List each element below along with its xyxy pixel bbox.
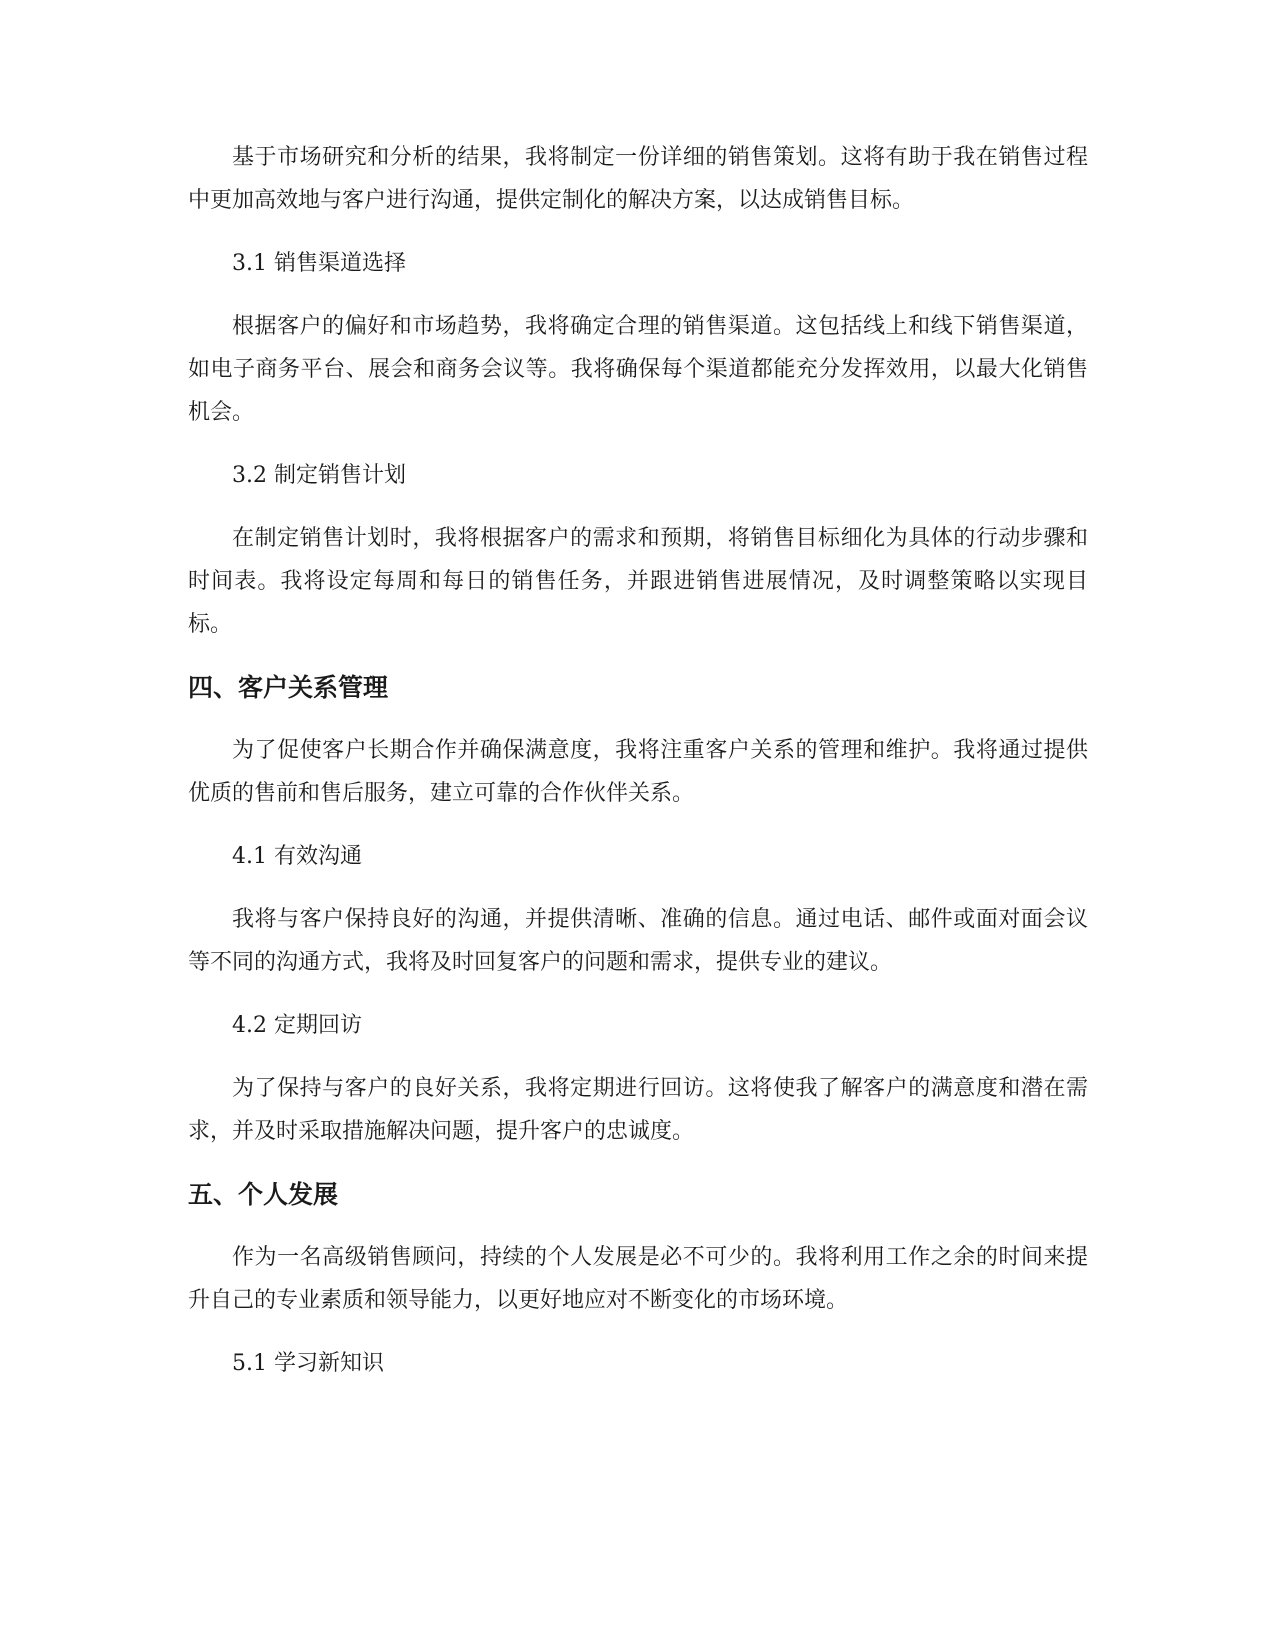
paragraph-effective-communication: 我将与客户保持良好的沟通，并提供清晰、准确的信息。通过电话、邮件或面对面会议等不同的沟通方式，我将及时回复客户的问题和需求，提供专业的建议。	[188, 907, 1088, 975]
paragraph-personal-development: 作为一名高级销售顾问，持续的个人发展是必不可少的。我将利用工作之余的时间来提升自己的专业素质和领导能力，以更好地应对不断变化的市场环境。	[188, 1245, 1088, 1313]
subheading-regular-visits: 4.2 定期回访	[232, 1013, 362, 1038]
heading-personal-development: 五、个人发展	[188, 1180, 339, 1209]
paragraph-sales-planning: 基于市场研究和分析的结果，我将制定一份详细的销售策划。这将有助于我在销售过程中更加高效地与客户进行沟通，提供定制化的解决方案，以达成销售目标。	[188, 145, 1088, 213]
subheading-learn-new-knowledge: 5.1 学习新知识	[232, 1351, 384, 1376]
paragraph-sales-plan: 在制定销售计划时，我将根据客户的需求和预期，将销售目标细化为具体的行动步骤和时间表。我将设定每周和每日的销售任务，并跟进销售进展情况，及时调整策略以实现目标。	[188, 526, 1088, 637]
subheading-sales-plan: 3.2 制定销售计划	[232, 463, 406, 488]
paragraph-sales-channel: 根据客户的偏好和市场趋势，我将确定合理的销售渠道。这包括线上和线下销售渠道，如电子商务平台、展会和商务会议等。我将确保每个渠道都能充分发挥效用，以最大化销售机会。	[188, 314, 1088, 425]
paragraph-customer-relations: 为了促使客户长期合作并确保满意度，我将注重客户关系的管理和维护。我将通过提供优质的售前和售后服务，建立可靠的合作伙伴关系。	[188, 738, 1088, 806]
paragraph-regular-visits: 为了保持与客户的良好关系，我将定期进行回访。这将使我了解客户的满意度和潜在需求，并及时采取措施解决问题，提升客户的忠诚度。	[188, 1076, 1088, 1144]
document-page	[188, 136, 1088, 1405]
subheading-effective-communication: 4.1 有效沟通	[232, 844, 362, 869]
heading-customer-relations: 四、客户关系管理	[188, 673, 389, 702]
subheading-sales-channel: 3.1 销售渠道选择	[232, 251, 406, 276]
